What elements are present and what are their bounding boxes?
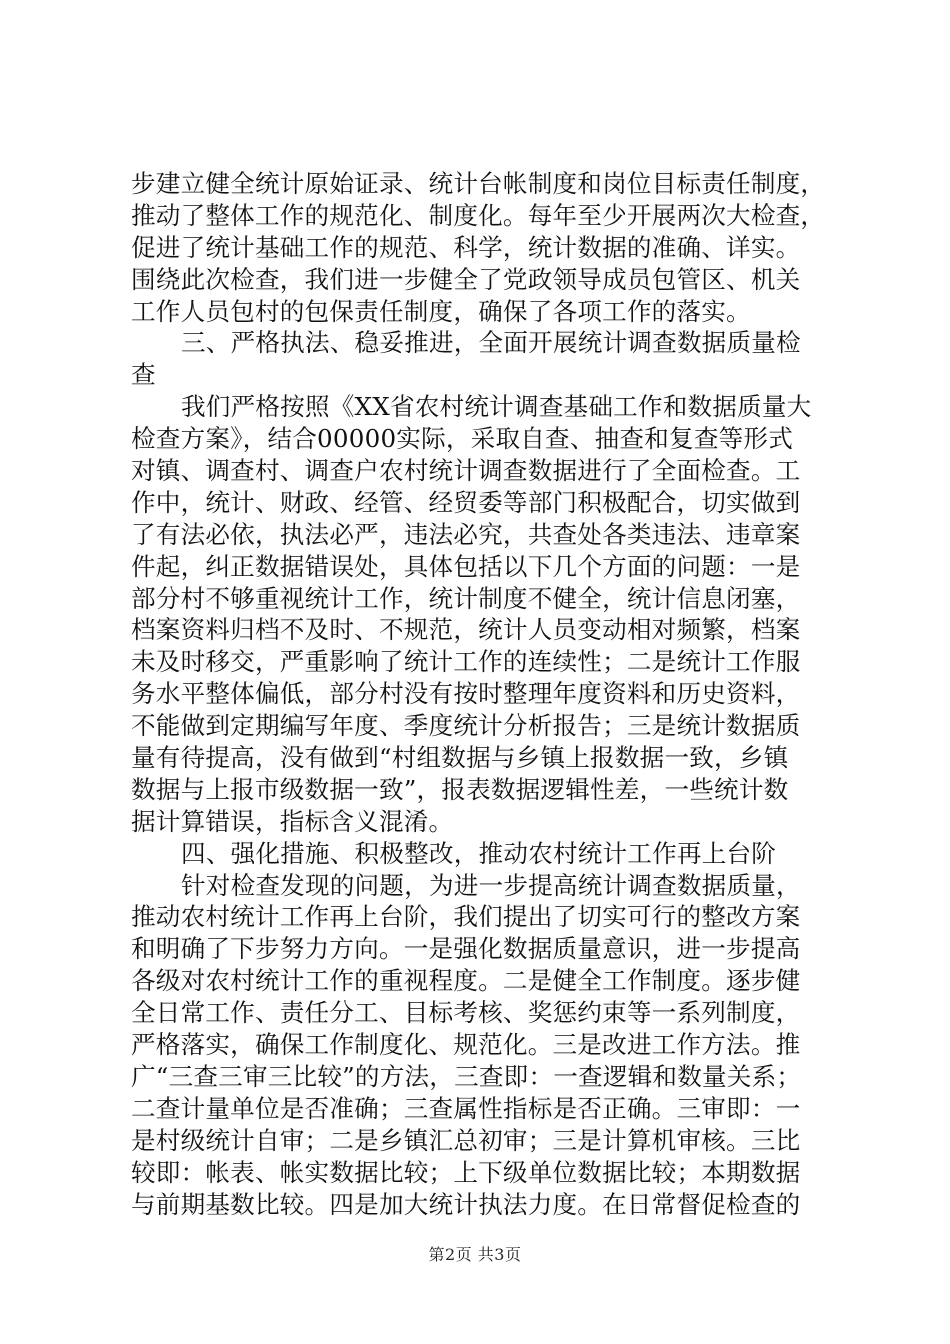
text-line: 广“三查三审三比较”的方法，三查即：一查逻辑和数量关系； [131, 1061, 802, 1091]
text-line: 数据与上报市级数据一致”，报表数据逻辑性差，一些统计数 [131, 774, 789, 804]
text-line: 是村级统计自审；二是乡镇汇总初审；三是计算机审核。三比 [131, 1125, 801, 1155]
text-line: 各级对农村统计工作的重视程度。二是健全工作制度。逐步健 [131, 966, 801, 996]
text-line: 围绕此次检查，我们进一步健全了党政领导成员包管区、机关 [131, 264, 801, 294]
text-line: 全日常工作、责任分工、目标考核、奖惩约束等一系列制度， [131, 998, 801, 1028]
text-line: 量有待提高，没有做到“村组数据与乡镇上报数据一致，乡镇 [131, 743, 789, 773]
section-heading-3: 三、严格执法、稳妥推进，全面开展统计调查数据质量检 [181, 328, 801, 358]
page-number-footer: 第2页 共3页 [428, 1245, 522, 1264]
text-line: 档案资料归档不及时、不规范，统计人员变动相对频繁，档案 [131, 615, 801, 645]
text-line: 务水平整体偏低，部分村没有按时整理年度资料和历史资料， [131, 679, 801, 709]
text-line: 促进了统计基础工作的规范、科学，统计数据的准确、详实。 [131, 232, 801, 262]
text-line: 部分村不够重视统计工作，统计制度不健全，统计信息闭塞， [131, 583, 801, 613]
text-line: 不能做到定期编写年度、季度统计分析报告；三是统计数据质 [131, 711, 801, 741]
text-line: 对镇、调查村、调查户农村统计调查数据进行了全面检查。工 [131, 456, 801, 486]
text-line: 与前期基数比较。四是加大统计执法力度。在日常督促检查的 [131, 1189, 801, 1219]
section-heading-4: 四、强化措施、积极整改，推动农村统计工作再上台阶 [181, 838, 777, 868]
text-line: 较即：帐表、帐实数据比较；上下级单位数据比较；本期数据 [131, 1157, 801, 1187]
document-body [131, 168, 847, 1220]
text-line: 和明确了下步努力方向。一是强化数据质量意识，进一步提高 [131, 934, 801, 964]
text-line: 据计算错误，指标含义混淆。 [131, 806, 454, 836]
text-line: 严格落实，确保工作制度化、规范化。三是改进工作方法。推 [131, 1030, 801, 1060]
text-line: 二查计量单位是否准确；三查属性指标是否正确。三审即：一 [131, 1093, 801, 1123]
text-line: 未及时移交，严重影响了统计工作的连续性；二是统计工作服 [131, 647, 801, 677]
text-line: 检查方案》，结合00000实际，采取自查、抽查和复查等形式 [131, 424, 793, 454]
text-line: 步建立健全统计原始证录、统计台帐制度和岗位目标责任制度， [131, 169, 826, 198]
text-line: 件起，纠正数据错误处，具体包括以下几个方面的问题：一是 [131, 551, 801, 581]
section-heading-3-continued: 查 [131, 360, 156, 390]
text-line: 推动了整体工作的规范化、制度化。每年至少开展两次大检查， [131, 200, 826, 230]
paragraph-start: 针对检查发现的问题，为进一步提高统计调查数据质量， [181, 870, 801, 900]
text-line: 工作人员包村的包保责任制度，确保了各项工作的落实。 [131, 296, 751, 326]
text-line: 了有法必依，执法必严，违法必究，共查处各类违法、违章案 [131, 519, 801, 549]
paragraph-start: 我们严格按照《XX省农村统计调查基础工作和数据质量大 [181, 392, 812, 422]
text-line: 推动农村统计工作再上台阶，我们提出了切实可行的整改方案 [131, 902, 801, 932]
text-line: 作中，统计、财政、经管、经贸委等部门积极配合，切实做到 [131, 487, 801, 517]
